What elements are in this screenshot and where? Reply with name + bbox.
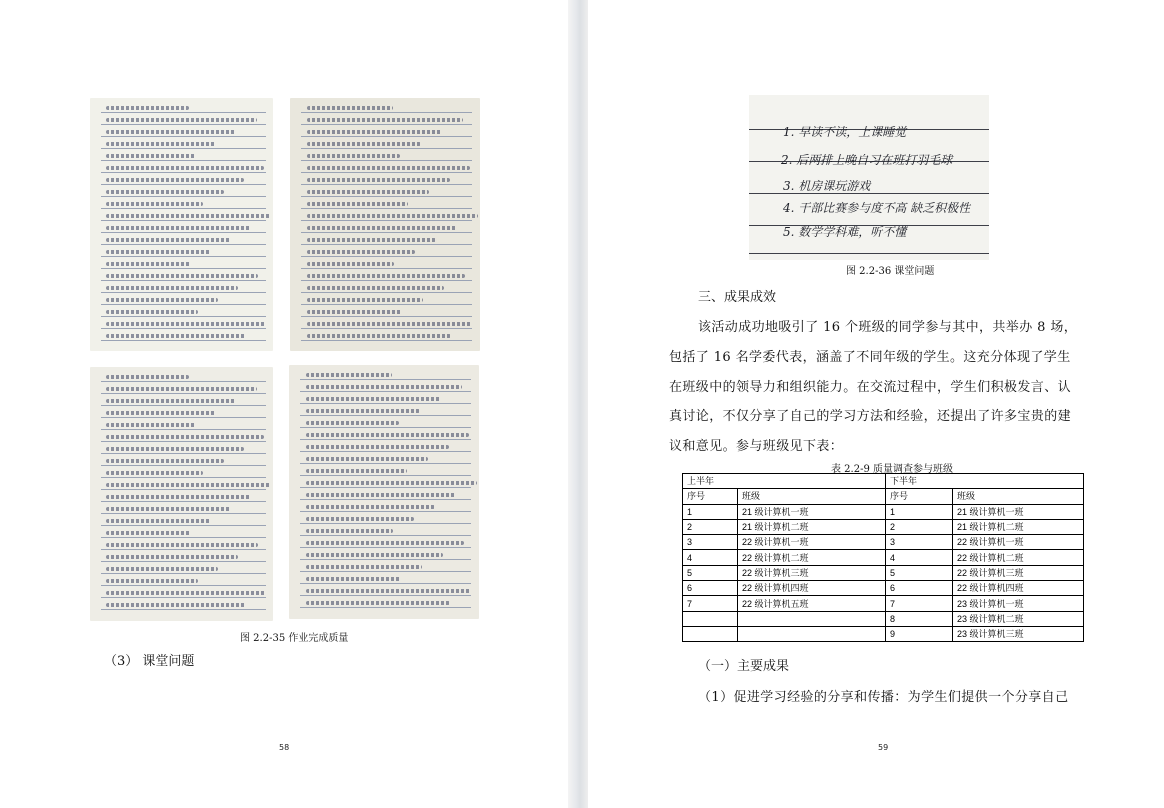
table-row: [683, 581, 1084, 596]
table-cell: 22 级计算机四班: [953, 581, 1084, 596]
column-header: 班级: [738, 489, 886, 504]
handwritten-line: 3. 机房课玩游戏: [783, 179, 871, 193]
table-cell: 4: [683, 550, 738, 565]
table-cell: [683, 626, 738, 641]
figure-caption: 图 2.2-35 作业完成质量: [240, 633, 349, 644]
table-cell: 22 级计算机二班: [738, 550, 886, 565]
second-half-header: 下半年: [886, 474, 1084, 489]
table-row: [683, 565, 1084, 580]
table-cell: 22 级计算机三班: [953, 565, 1084, 580]
table-cell: 3: [683, 535, 738, 550]
paragraph-line: 真讨论，不仅分享了自己的学习方法和经验，还提出了许多宝贵的建: [669, 409, 1072, 424]
table-cell: 1: [683, 504, 738, 519]
table-cell: 22 级计算机一班: [738, 535, 886, 550]
figure-caption: 图 2.2-36 课堂问题: [846, 266, 935, 277]
table-cell: [738, 611, 886, 626]
table-cell: 21 级计算机二班: [738, 519, 886, 534]
homework-photo-2: [290, 98, 480, 351]
table-cell: 23 级计算机二班: [953, 611, 1084, 626]
page-number: 58: [279, 743, 290, 752]
table-row: [683, 519, 1084, 534]
table-cell: 5: [683, 565, 738, 580]
table-cell: 8: [886, 611, 953, 626]
table-cell: [683, 611, 738, 626]
page-gutter: [568, 0, 588, 808]
paragraph-line: 议和意见。参与班级见下表：: [669, 439, 844, 454]
table-cell: 6: [886, 581, 953, 596]
table-cell: 9: [886, 626, 953, 641]
handwritten-line: 1. 早读不读，上课睡觉: [783, 125, 907, 139]
table-cell: 22 级计算机一班: [953, 535, 1084, 550]
left-page: [0, 0, 568, 808]
homework-photo-1: [90, 98, 273, 351]
table-cell: 2: [683, 519, 738, 534]
table-cell: 4: [886, 550, 953, 565]
right-page: [588, 0, 1164, 808]
table-cell: 22 级计算机二班: [953, 550, 1084, 565]
handwritten-line: 5. 数学学科难，听不懂: [783, 225, 907, 239]
table-row: [683, 535, 1084, 550]
table-row: [683, 504, 1084, 519]
table-cell: 23 级计算机一班: [953, 596, 1084, 611]
table-cell: 21 级计算机二班: [953, 519, 1084, 534]
table-cell: 5: [886, 565, 953, 580]
table-cell: [738, 626, 886, 641]
table-cell: 2: [886, 519, 953, 534]
section-label: （3） 课堂问题: [104, 654, 195, 669]
table-cell: 7: [683, 596, 738, 611]
handwritten-line: 4. 干部比赛参与度不高 缺乏积极性: [783, 201, 971, 215]
paragraph-line: 该活动成功地吸引了 16 个班级的同学参与其中，共举办 8 场，: [698, 320, 1078, 335]
table-cell: 3: [886, 535, 953, 550]
table-cell: 22 级计算机五班: [738, 596, 886, 611]
paragraph-line: 在班级中的领导力和组织能力。在交流过程中，学生们积极发言、认: [669, 380, 1072, 395]
table-cell: 22 级计算机三班: [738, 565, 886, 580]
column-header: 班级: [953, 489, 1084, 504]
page-number: 59: [878, 743, 889, 752]
homework-photo-3: [90, 367, 273, 621]
table-cell: 22 级计算机四班: [738, 581, 886, 596]
classroom-issues-photo: [749, 95, 989, 260]
table-cell: 7: [886, 596, 953, 611]
column-header: 序号: [886, 489, 953, 504]
table-row: [683, 550, 1084, 565]
handwritten-line: 2. 后两排上晚自习在班打羽毛球: [781, 153, 953, 167]
table-caption: 表 2.2-9 质量调查参与班级: [831, 464, 954, 475]
section-heading: 三、成果成效: [698, 290, 777, 305]
homework-photo-4: [289, 365, 479, 619]
table-row: [683, 611, 1084, 626]
first-half-header: 上半年: [683, 474, 886, 489]
column-header: 序号: [683, 489, 738, 504]
paragraph-line: （1）促进学习经验的分享和传播：为学生们提供一个分享自己: [698, 690, 1069, 705]
table-cell: 23 级计算机三班: [953, 626, 1084, 641]
table-cell: 21 级计算机一班: [953, 504, 1084, 519]
table-row: [683, 626, 1084, 641]
subheading: （一）主要成果: [698, 659, 790, 674]
table-cell: 21 级计算机一班: [738, 504, 886, 519]
table-row: [683, 596, 1084, 611]
participating-classes-table: [682, 473, 1084, 642]
paragraph-line: 包括了 16 名学委代表，涵盖了不同年级的学生。这充分体现了学生: [669, 350, 1071, 365]
table-cell: 1: [886, 504, 953, 519]
table-cell: 6: [683, 581, 738, 596]
